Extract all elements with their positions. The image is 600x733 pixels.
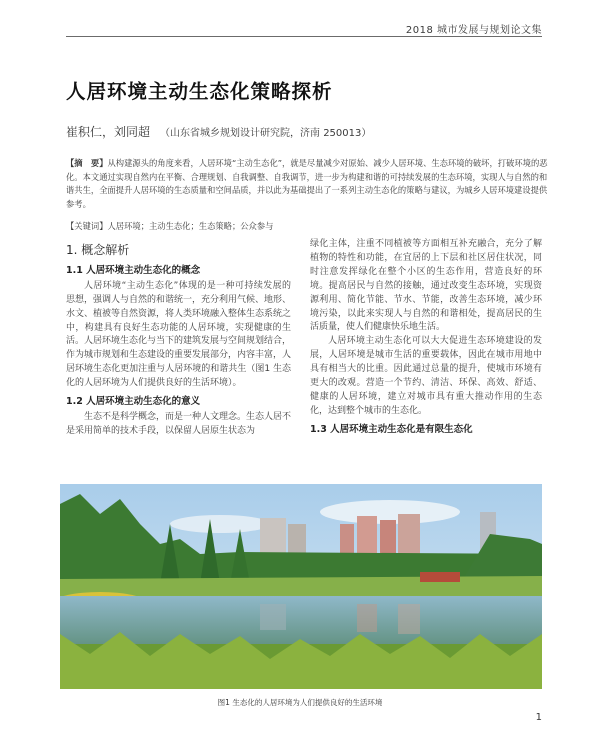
running-header: 2018 城市发展与规划论文集 [405, 25, 542, 36]
paragraph: 人居环境主动生态化可以大大促进生态环境建设的发展，人居环境是城市生活的重要载体，因此在城市用地中具有相当大的比重。因此通过总量的提升，使城市环境有更大的改观。营造一个节约、清洁、环保、高效、舒适、健康的人居环境，建立对城市具有重大推动作用的生态化，达到整个城市的生态化。 [310, 336, 542, 416]
abstract [66, 157, 550, 211]
keywords-text: 人居环境；主动生态化；生态策略；公众参与 [107, 221, 274, 231]
paragraph: 绿化主体，注重不同植被等方面相互补充融合，充分了解植物的特性和功能，在宜居的上下层和社区居住状况，同时注意发挥绿化在整个小区的生态作用，营造良好的环境。提高居民与自然的接触，通过改变生态环境，实现资源利用、简化节能、节水、节能，改善生态环境，减少环境污染，以此来实现人与自然的和谐相处，提高居民的生活质量，使人们健康快乐地生活。 [310, 239, 542, 333]
paragraph: 人居环境“主动生态化”体现的是一种可持续发展的思想，强调人与自然的和谐统一，充分利用气候、地形、水文、植被等自然资源，将人类环境融入整体生态系统之中，构建具有良好生态功能的人居环境，实现健康的生活。人居环境生态化与当下的建筑发展与空间规划结合，作为城市规划和生态建设的重要发展部分，内容丰富，人居环境生态化更加注重与人居环境的和谐共生（图1 生态化的人居环境为人们提供良好的生活环境）。 [66, 280, 292, 389]
author-names: 崔积仁，刘同超 [66, 125, 151, 139]
abstract-text: 从构建源头的角度来看，人居环境“主动生态化”，就是尽量减少对原始、减少人居环境、生态环境的破坏，打破环境的恶化。本文通过实现自然内在平衡、合理规划、自我调整、自我调节，进一步为构建和谐的可持续发展的生态环境，实现人与自然的和谐共生，全面提升人居环境的生态质量和空间品质，并以此为基础提出了一系列主动生态化的策略与建议，为城乡人居环境建设提供参考。 [66, 158, 548, 209]
header-rule [66, 36, 542, 37]
keywords-label: 【关键词】 [66, 221, 108, 231]
park-landscape-image [60, 484, 542, 689]
page-number: 1 [535, 712, 542, 723]
keywords [66, 220, 550, 233]
paragraph: 生态不是科学概念，而是一种人文理念。生态人居不是采用简单的技术手段，以保留人居原生状态为 [66, 411, 292, 436]
left-column [66, 238, 291, 439]
park-photo [60, 484, 542, 689]
section-heading: 1. 概念解析 [66, 243, 130, 257]
subsection-heading: 1.3 人居环境主动生态化是有限生态化 [310, 423, 473, 435]
subsection-heading: 1.1 人居环境主动生态化的概念 [66, 264, 201, 276]
paper-title: 人居环境主动生态化策略探析 [66, 80, 333, 103]
author-affiliation: （山东省城乡规划设计研究院，济南 250013） [160, 128, 372, 139]
abstract-label: 【摘 要】 [66, 158, 108, 168]
subsection-heading: 1.2 人居环境主动生态化的意义 [66, 396, 201, 408]
right-column [310, 238, 542, 439]
figure-caption: 图1 生态化的人居环境为人们提供良好的生活环境 [217, 698, 383, 707]
author-line [66, 123, 371, 140]
